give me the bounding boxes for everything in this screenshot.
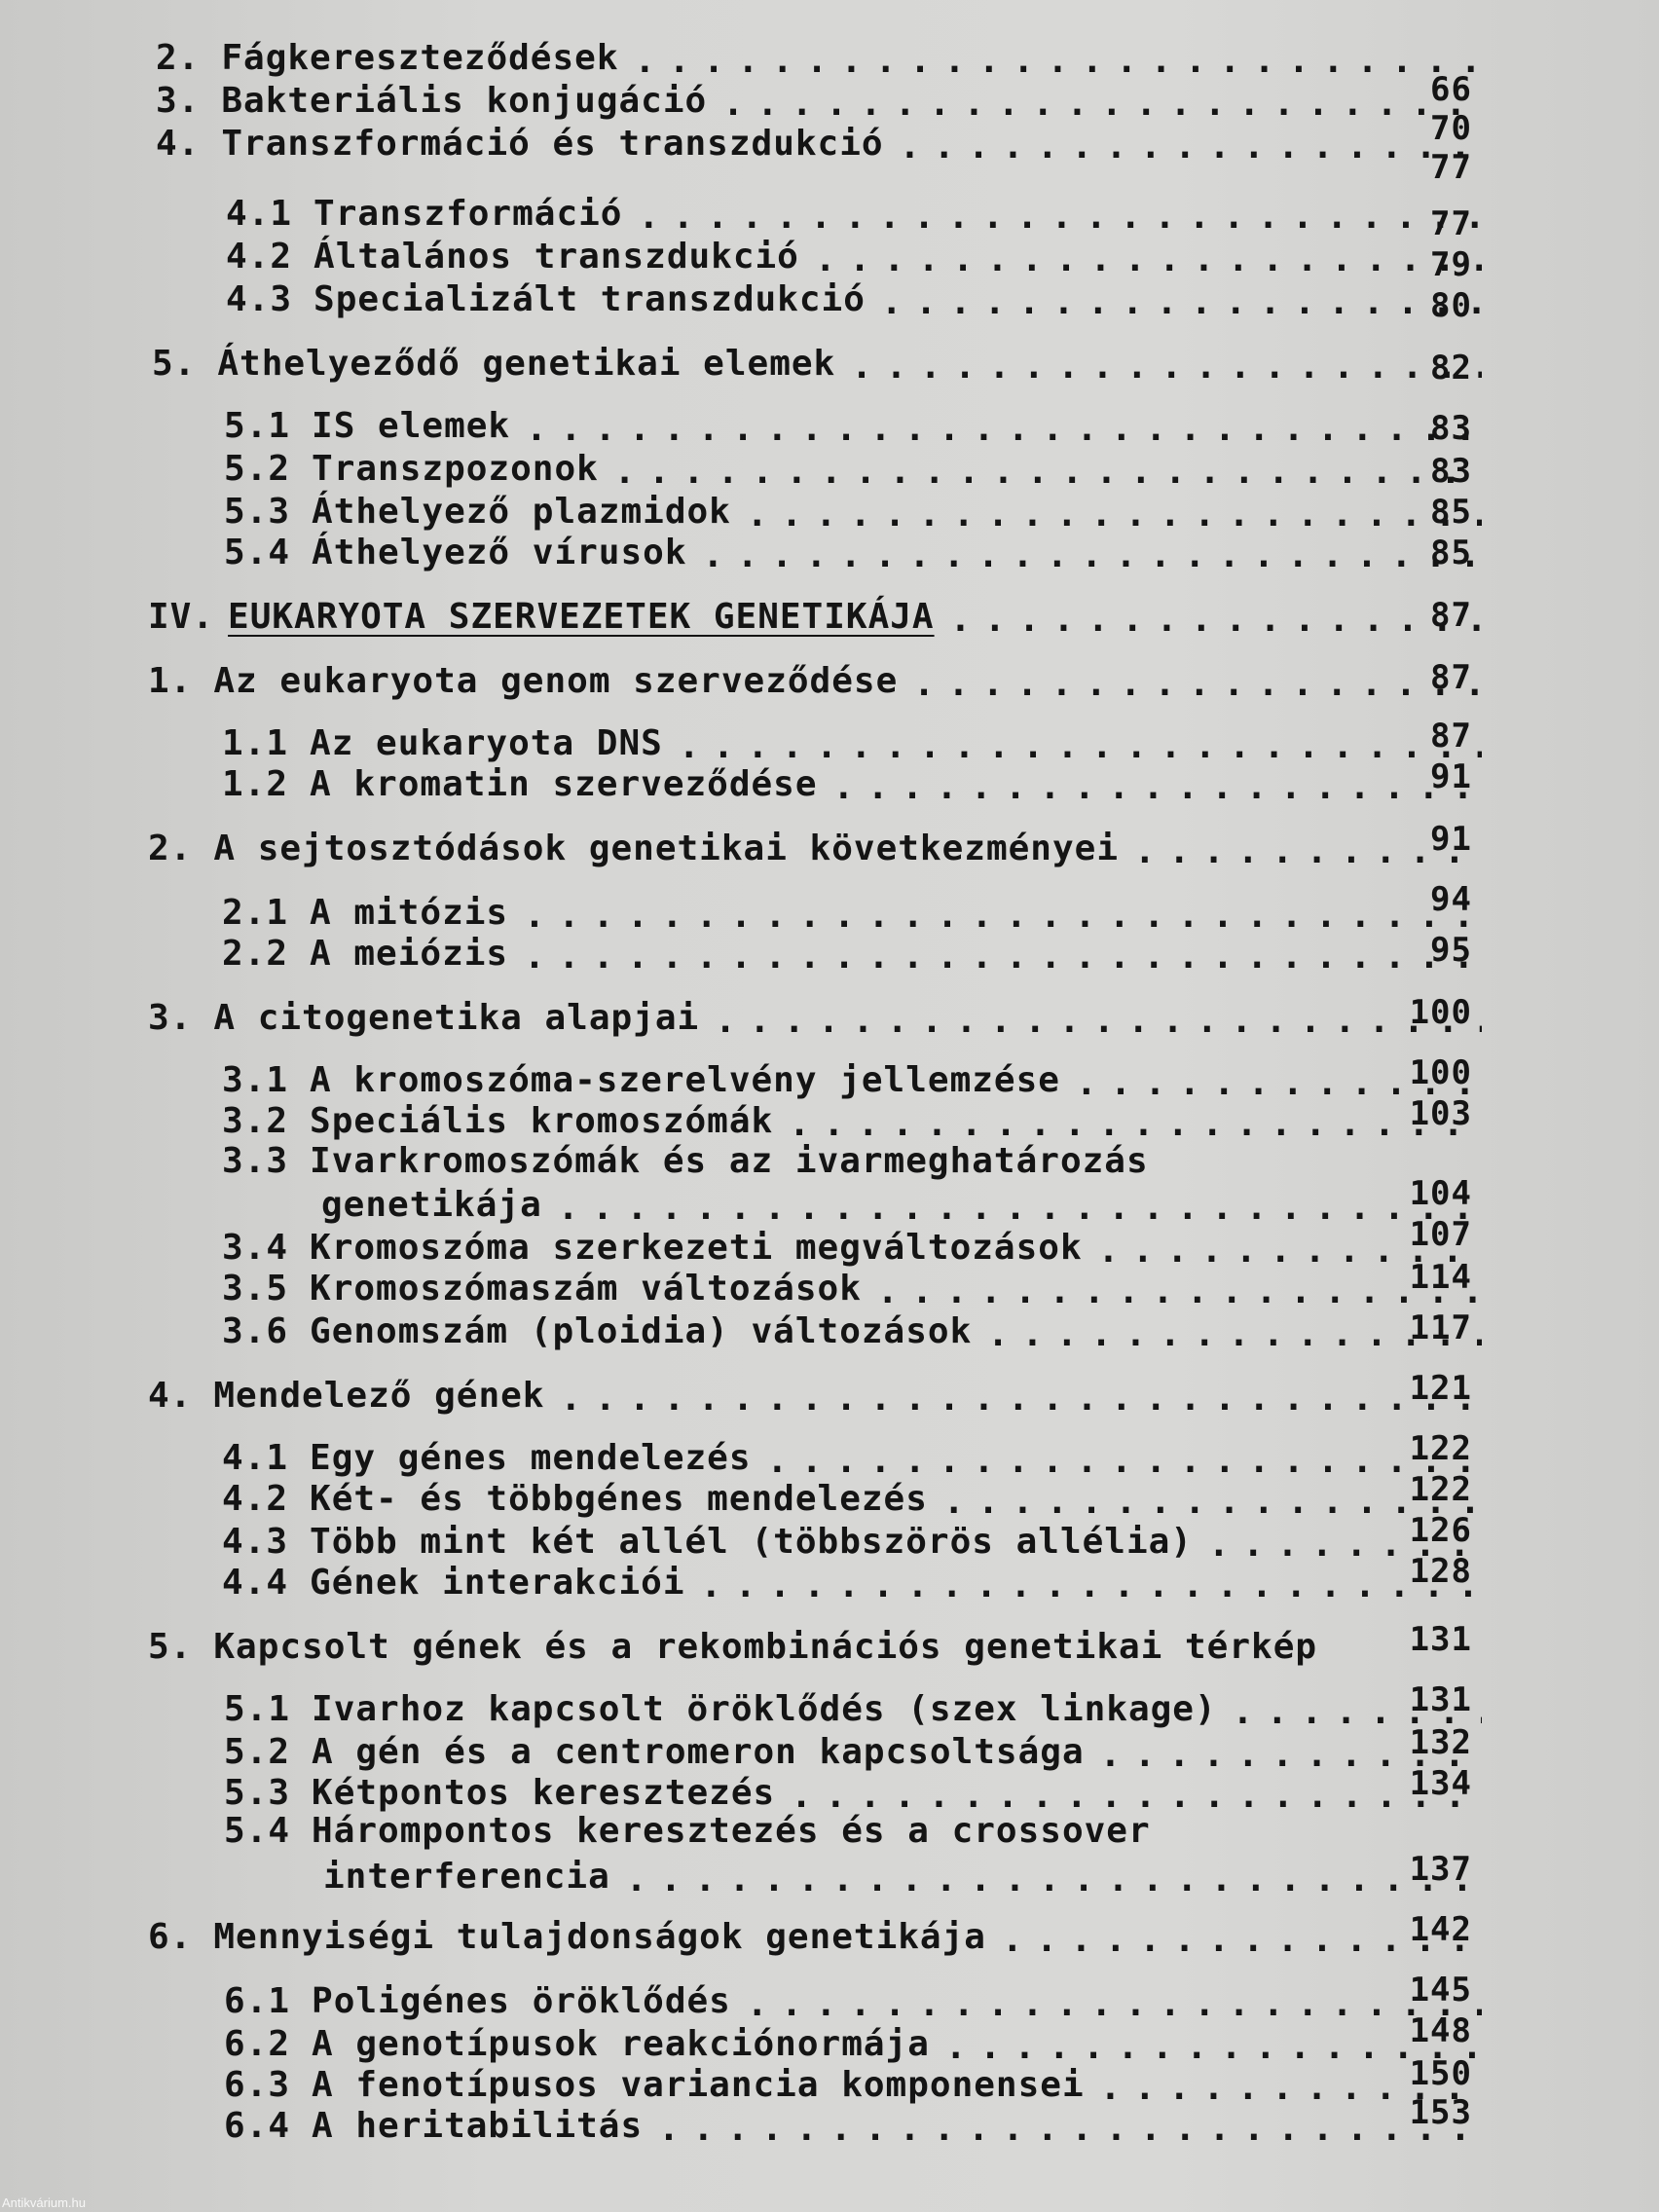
toc-title: Transzformáció és transzdukció xyxy=(221,124,884,164)
toc-page-number: 122 xyxy=(1409,1470,1472,1509)
toc-page-number: 117 xyxy=(1409,1309,1472,1347)
toc-entry xyxy=(226,276,1482,319)
toc-number: 3.2 xyxy=(222,1101,289,1141)
toc-entry xyxy=(156,78,1482,121)
toc-number: IV. xyxy=(148,597,215,637)
toc-title: Transzformáció xyxy=(313,194,623,234)
toc-title: Egy génes mendelezés xyxy=(310,1438,752,1478)
toc-number: 5.2 xyxy=(224,449,291,489)
toc-entry xyxy=(222,1519,1482,1562)
toc-page-number: 91 xyxy=(1430,820,1472,859)
toc-title: Áthelyeződő genetikai elemek xyxy=(217,344,836,384)
toc-title: A kromatin szerveződése xyxy=(310,764,818,804)
toc-page-number: 126 xyxy=(1409,1511,1472,1550)
toc-entry xyxy=(222,1435,1482,1478)
toc-page-number: 79 xyxy=(1430,245,1472,284)
leader-dots xyxy=(626,1863,1482,1897)
toc-page-number: 70 xyxy=(1430,109,1472,148)
toc-entry xyxy=(152,341,1482,384)
toc-title: IS elemek xyxy=(312,406,511,446)
toc-title: A meiózis xyxy=(310,934,509,974)
toc-entry xyxy=(148,658,1482,701)
toc-page-number: 107 xyxy=(1409,1215,1472,1254)
toc-number: 4.2 xyxy=(226,237,293,276)
toc-entry xyxy=(224,2103,1482,2146)
toc-number: 5.1 xyxy=(224,1689,291,1729)
toc-title: A mitózis xyxy=(310,893,509,933)
toc-title: Genomszám (ploidia) változások xyxy=(310,1311,973,1351)
toc-title: Az eukaryota DNS xyxy=(310,723,663,763)
toc-title: A kromoszóma-szerelvény jellemzése xyxy=(310,1060,1060,1100)
toc-title: A genotípusok reakciónormája xyxy=(312,2024,930,2064)
toc-number: 1.1 xyxy=(222,723,289,763)
toc-number: 5.2 xyxy=(224,1732,291,1772)
toc-page-number: 145 xyxy=(1409,1971,1472,2009)
toc-entry xyxy=(224,530,1482,572)
toc-title: Áthelyező plazmidok xyxy=(312,492,731,532)
toc-number: 6.1 xyxy=(224,1981,291,2021)
toc-entry xyxy=(156,35,1482,78)
toc-page-number: 131 xyxy=(1409,1620,1472,1659)
toc-page-number: 66 xyxy=(1430,70,1472,109)
toc-title-continuation: genetikája xyxy=(321,1185,542,1225)
toc-title: Mennyiségi tulajdonságok genetikája xyxy=(213,1917,986,1957)
toc-page-number: 100 xyxy=(1409,1053,1472,1092)
toc-page-number: 80 xyxy=(1430,286,1472,325)
toc-number: 2. xyxy=(148,829,193,868)
toc-title: Két- és többgénes mendelezés xyxy=(310,1479,928,1519)
toc-entry xyxy=(222,890,1482,933)
toc-number: 3.1 xyxy=(222,1060,289,1100)
toc-number: 3. xyxy=(148,998,193,1038)
toc-entry xyxy=(156,121,1482,164)
toc-number: 3.5 xyxy=(222,1269,289,1309)
toc-title: Bakteriális konjugáció xyxy=(221,81,708,121)
toc-entry xyxy=(224,1770,1482,1813)
toc-number: 4.3 xyxy=(222,1522,289,1562)
toc-page-number: 77 xyxy=(1430,148,1472,187)
toc-title: A sejtosztódások genetikai következményei xyxy=(213,829,1119,868)
toc-title: Mendelező gének xyxy=(213,1376,545,1416)
toc-entry xyxy=(148,1624,1482,1667)
leader-dots xyxy=(560,1382,1482,1416)
toc-entry xyxy=(148,1914,1482,1957)
toc-number: 6.3 xyxy=(224,2065,291,2105)
toc-page-number: 153 xyxy=(1409,2093,1472,2132)
toc-number: 5. xyxy=(152,344,197,384)
toc-entry xyxy=(222,1476,1482,1519)
toc-entry xyxy=(224,2062,1482,2105)
toc-entry xyxy=(226,234,1482,276)
toc-entry xyxy=(224,1686,1482,1729)
toc-page-number: 148 xyxy=(1409,2011,1472,2050)
toc-number: 4.4 xyxy=(222,1563,289,1603)
toc-number: 6.2 xyxy=(224,2024,291,2064)
toc-entry xyxy=(222,1266,1482,1309)
toc-entry xyxy=(148,1373,1482,1416)
toc-page-number: 95 xyxy=(1430,931,1472,970)
toc-entry xyxy=(148,995,1482,1038)
leader-dots xyxy=(558,1192,1482,1225)
toc-page-number: 87 xyxy=(1430,658,1472,697)
toc-entry-first-line xyxy=(224,1811,1151,1854)
toc-number: 3.6 xyxy=(222,1311,289,1351)
toc-number: 5.3 xyxy=(224,492,291,532)
toc-page-number: 134 xyxy=(1409,1764,1472,1803)
toc-section-heading xyxy=(148,594,1482,637)
toc-page-number: 100 xyxy=(1409,993,1472,1032)
toc-entry xyxy=(222,1560,1482,1603)
toc-title: EUKARYOTA SZERVEZETEK GENETIKÁJA xyxy=(228,597,935,637)
toc-page-number: 137 xyxy=(1409,1850,1472,1889)
toc-page-number: 87 xyxy=(1430,596,1472,635)
toc-entry xyxy=(224,489,1482,532)
toc-title: Kapcsolt gének és a rekombinációs genetikai térkép xyxy=(213,1627,1318,1667)
leader-dots xyxy=(526,413,1482,446)
toc-title: Ivarhoz kapcsolt öröklődés (szex linkage) xyxy=(312,1689,1217,1729)
toc-page-number: 82 xyxy=(1430,349,1472,387)
toc-title: Kromoszóma szerkezeti megváltozások xyxy=(310,1228,1083,1268)
toc-entry xyxy=(222,931,1482,974)
toc-entry xyxy=(222,1309,1482,1351)
toc-entry xyxy=(222,1057,1482,1100)
toc-entry xyxy=(224,403,1482,446)
toc-title: Az eukaryota genom szerveződése xyxy=(213,661,899,701)
toc-title: Több mint két allél (többszörös allélia) xyxy=(310,1522,1193,1562)
toc-title-continuation: interferencia xyxy=(323,1857,610,1897)
toc-number: 4. xyxy=(148,1376,193,1416)
toc-number: 1. xyxy=(148,661,193,701)
toc-page-number: 85 xyxy=(1430,493,1472,532)
toc-title: A heritabilitás xyxy=(312,2106,644,2146)
toc-number: 4. xyxy=(156,124,201,164)
toc-page-number: 132 xyxy=(1409,1723,1472,1762)
toc-page-number: 91 xyxy=(1430,757,1472,796)
toc-page-number: 114 xyxy=(1409,1258,1472,1297)
leader-dots xyxy=(524,940,1482,974)
toc-title: Specializált transzdukció xyxy=(313,279,866,319)
toc-page-number: 94 xyxy=(1430,880,1472,919)
watermark: Antikvárium.hu xyxy=(2,2195,86,2210)
toc-number: 5.3 xyxy=(224,1773,291,1813)
toc-page-number: 77 xyxy=(1430,204,1472,243)
toc-title: Speciális kromoszómák xyxy=(310,1101,774,1141)
toc-entry xyxy=(224,446,1482,489)
toc-title: A fenotípusos variancia komponensei xyxy=(312,2065,1085,2105)
toc-entry xyxy=(224,2021,1482,2064)
toc-number: 6.4 xyxy=(224,2106,291,2146)
toc-number: 2.2 xyxy=(222,934,289,974)
toc-title: A citogenetika alapjai xyxy=(213,998,700,1038)
toc-entry xyxy=(222,1225,1482,1268)
toc-number: 6. xyxy=(148,1917,193,1957)
toc-title: A gén és a centromeron kapcsoltsága xyxy=(312,1732,1085,1772)
toc-page-number: 128 xyxy=(1409,1552,1472,1591)
toc-title: Gének interakciói xyxy=(310,1563,685,1603)
toc-entry-continuation xyxy=(323,1854,1482,1897)
toc-page-number: 142 xyxy=(1409,1910,1472,1949)
toc-entry xyxy=(224,1978,1482,2021)
toc-number: 5.4 xyxy=(224,1811,291,1851)
leader-dots xyxy=(614,456,1482,489)
toc-number: 5. xyxy=(148,1627,193,1667)
toc-title: Áthelyező vírusok xyxy=(312,533,687,572)
toc-entry xyxy=(222,1098,1482,1141)
toc-title: Általános transzdukció xyxy=(313,237,799,276)
toc-page-number: 131 xyxy=(1409,1680,1472,1719)
toc-title: Transzpozonok xyxy=(312,449,599,489)
toc-page-number: 83 xyxy=(1430,409,1472,448)
toc-number: 3. xyxy=(156,81,201,121)
toc-entry-first-line xyxy=(222,1141,1149,1184)
toc-entry xyxy=(226,191,1482,234)
toc-title: Ivarkromoszómák és az ivarmeghatározás xyxy=(310,1141,1149,1181)
toc-title: Fágkereszteződések xyxy=(221,38,619,78)
toc-number: 4.1 xyxy=(222,1438,289,1478)
toc-page-number: 104 xyxy=(1409,1174,1472,1213)
toc-page-number: 122 xyxy=(1409,1429,1472,1468)
toc-number: 4.2 xyxy=(222,1479,289,1519)
toc-title: Hárompontos keresztezés és a crossover xyxy=(312,1811,1151,1851)
toc-entry xyxy=(222,720,1482,763)
toc-number: 3.4 xyxy=(222,1228,289,1268)
toc-title: Poligénes öröklődés xyxy=(312,1981,731,2021)
toc-page-number: 87 xyxy=(1430,717,1472,756)
toc-number: 3.3 xyxy=(222,1141,289,1181)
toc-number: 4.3 xyxy=(226,279,293,319)
toc-page-number: 83 xyxy=(1430,452,1472,491)
toc-number: 5.1 xyxy=(224,406,291,446)
toc-entry xyxy=(148,826,1482,868)
toc-title: Kétpontos keresztezés xyxy=(312,1773,776,1813)
toc-page-number: 85 xyxy=(1430,534,1472,572)
toc-number: 4.1 xyxy=(226,194,293,234)
toc-number: 5.4 xyxy=(224,533,291,572)
toc-number: 2. xyxy=(156,38,201,78)
toc-title: Kromoszómaszám változások xyxy=(310,1269,862,1309)
toc-entry xyxy=(222,761,1482,804)
toc-number: 1.2 xyxy=(222,764,289,804)
toc-entry-continuation xyxy=(321,1182,1482,1225)
toc-entry xyxy=(224,1729,1482,1772)
toc-page-number: 103 xyxy=(1409,1094,1472,1133)
leader-dots xyxy=(524,900,1482,933)
toc-number: 2.1 xyxy=(222,893,289,933)
toc-page-number: 121 xyxy=(1409,1369,1472,1408)
toc-page-number: 150 xyxy=(1409,2054,1472,2093)
